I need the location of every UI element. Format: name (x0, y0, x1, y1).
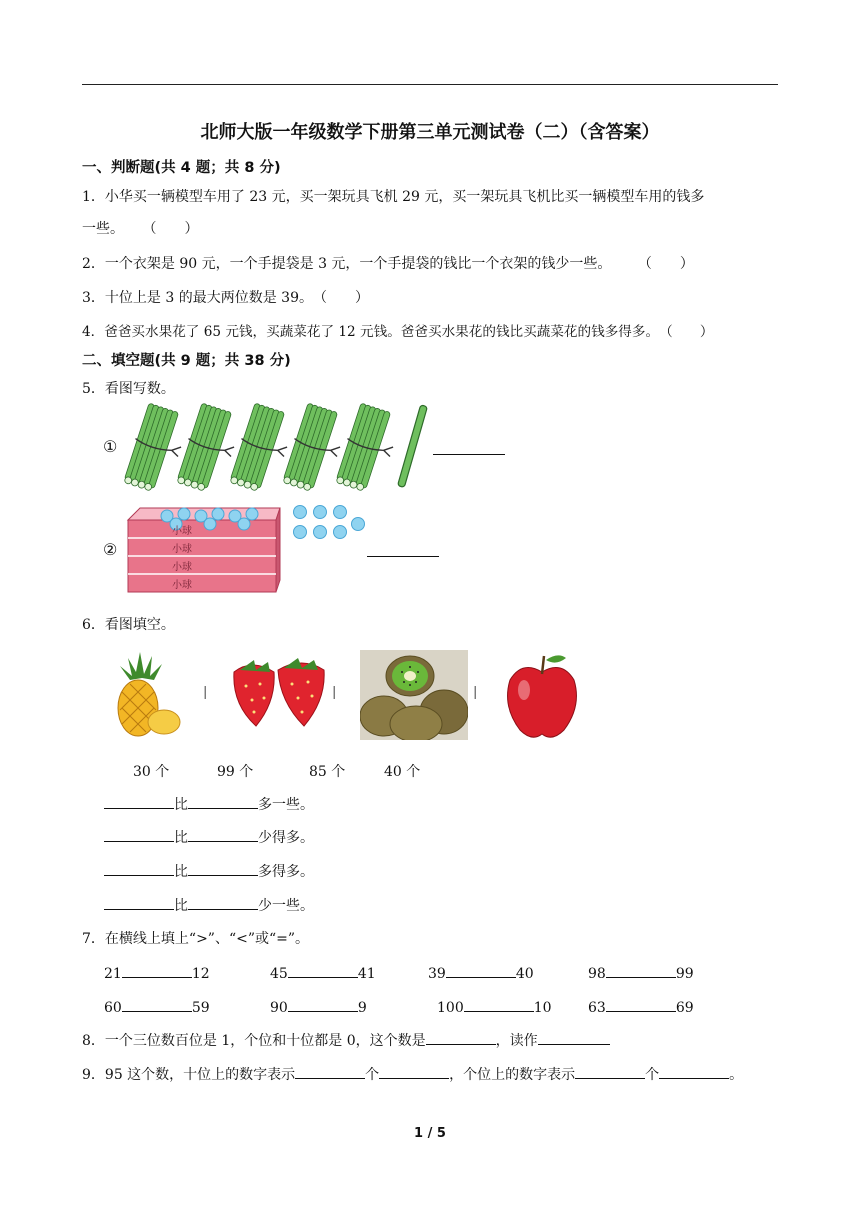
answer-blank-6-2b[interactable] (188, 827, 258, 842)
compare-ending: 多一些。 (258, 797, 314, 813)
answer-blank-7[interactable] (446, 963, 516, 978)
compare-item (428, 963, 534, 982)
question-9-text: 9．95 这个数，十位上的数字表示 (82, 1067, 296, 1083)
question-9 (82, 1064, 743, 1084)
right-number: 12 (191, 966, 210, 982)
question-8-text: 8．一个三位数百位是 1，个位和十位都是 0，这个数是 (82, 1033, 426, 1049)
answer-blank-8-2[interactable] (538, 1030, 610, 1045)
divider-3: | (473, 685, 478, 700)
answer-blank-7[interactable] (464, 997, 534, 1012)
answer-blank-7[interactable] (122, 997, 192, 1012)
question-4 (82, 320, 713, 340)
loose-balls (294, 506, 365, 539)
answer-paren-1[interactable]: （ ） (142, 221, 199, 237)
svg-text:小球: 小球 (172, 580, 192, 591)
compare-line-4 (104, 895, 314, 915)
unit-word: 个 (645, 1067, 660, 1083)
answer-blank-6-4b[interactable] (188, 895, 258, 910)
compare-ending: 少得多。 (258, 830, 314, 846)
stick-bundle (333, 402, 403, 492)
compare-item (588, 963, 694, 982)
right-number: 99 (675, 966, 694, 982)
divider-2: | (332, 685, 337, 700)
left-number: 45 (270, 966, 288, 982)
compare-item (270, 997, 367, 1016)
right-number: 41 (357, 966, 376, 982)
question-8-text-2: ，读作 (495, 1033, 538, 1049)
compare-line-2 (104, 827, 314, 847)
compare-word: 比 (174, 898, 188, 914)
answer-blank-6-1b[interactable] (188, 794, 258, 809)
question-9-text-2: ，个位上的数字表示 (449, 1067, 576, 1083)
question-1-text: 一些。 (82, 221, 124, 237)
answer-blank-9-2[interactable] (379, 1064, 449, 1079)
count-apple: 40 个 (384, 764, 421, 780)
answer-blank-7[interactable] (606, 997, 676, 1012)
kiwi-image (360, 650, 468, 740)
question-4-text: 4．爸爸买水果花了 65 元钱，买蔬菜花了 12 元钱。爸爸买水果花的钱比买蔬菜花的钱多得多。 (82, 324, 660, 340)
right-number: 59 (191, 1000, 210, 1016)
question-7-text: 7．在横线上填上“>”、“<”或“=”。 (82, 931, 310, 947)
compare-word: 比 (174, 797, 188, 813)
circle-label-1: ① (103, 437, 118, 456)
count-strawberry: 99 个 (217, 764, 254, 780)
box-label: 小球 (172, 526, 192, 537)
right-number: 9 (357, 1000, 367, 1016)
pineapple-image (100, 648, 184, 740)
answer-paren-4[interactable]: （ ） (659, 324, 714, 340)
page-number: 1 / 5 (414, 1126, 446, 1141)
compare-word: 比 (174, 830, 188, 846)
unit-word: 个 (365, 1067, 380, 1083)
question-6-text: 6．看图填空。 (82, 617, 175, 633)
right-number: 10 (533, 1000, 552, 1016)
answer-blank-9-4[interactable] (659, 1064, 729, 1079)
compare-ending: 多得多。 (258, 864, 314, 880)
svg-text:小球: 小球 (172, 544, 192, 555)
stick-bundles-illustration (120, 400, 440, 492)
section-heading-fill: 二、填空题(共 9 题；共 38 分) (82, 353, 291, 369)
answer-blank-7[interactable] (606, 963, 676, 978)
page-title: 北师大版一年级数学下册第三单元测试卷（二）（含答案） (200, 122, 660, 143)
compare-item (104, 997, 210, 1016)
answer-paren-3[interactable]: （ ） (312, 290, 369, 306)
answer-blank-5-1[interactable] (433, 440, 505, 455)
compare-line-1 (104, 794, 314, 814)
answer-blank-9-3[interactable] (575, 1064, 645, 1079)
question-3-text: 3．十位上是 3 的最大两位数是 39。 (82, 290, 313, 306)
question-2 (82, 253, 694, 273)
compare-item (104, 963, 210, 982)
question-1-line2 (82, 218, 198, 238)
compare-item (270, 963, 376, 982)
answer-paren-2[interactable]: （ ） (637, 256, 694, 272)
answer-blank-5-2[interactable] (367, 542, 439, 557)
answer-blank-9-1[interactable] (295, 1064, 365, 1079)
answer-blank-7[interactable] (288, 997, 358, 1012)
answer-blank-7[interactable] (288, 963, 358, 978)
compare-word: 比 (174, 864, 188, 880)
single-stick (398, 405, 428, 488)
header-rule (82, 84, 778, 85)
answer-blank-8-1[interactable] (426, 1030, 496, 1045)
answer-blank-6-3a[interactable] (104, 861, 174, 876)
compare-item (437, 997, 552, 1016)
answer-blank-6-2a[interactable] (104, 827, 174, 842)
question-2-text: 2．一个衣架是 90 元，一个手提袋是 3 元，一个手提袋的钱比一个衣架的钱少一些。 (82, 256, 612, 272)
left-number: 90 (270, 1000, 288, 1016)
section-heading-judgment: 一、判断题(共 4 题；共 8 分) (82, 160, 281, 176)
right-number: 40 (515, 966, 534, 982)
compare-item (588, 997, 694, 1016)
question-8 (82, 1030, 610, 1050)
question-5-text: 5．看图写数。 (82, 381, 175, 397)
strawberry-image (226, 656, 330, 730)
right-number: 69 (675, 1000, 694, 1016)
left-number: 60 (104, 1000, 122, 1016)
compare-ending: 少一些。 (258, 898, 314, 914)
count-kiwi: 85 个 (309, 764, 346, 780)
answer-blank-6-4a[interactable] (104, 895, 174, 910)
left-number: 98 (588, 966, 606, 982)
circle-label-2: ② (103, 540, 118, 559)
left-number: 63 (588, 1000, 606, 1016)
answer-blank-6-1a[interactable] (104, 794, 174, 809)
question-1-line1: 1．小华买一辆模型车用了 23 元，买一架玩具飞机 29 元，买一架玩具飞机比买一辆模型车用的钱多 (82, 189, 705, 205)
left-number: 100 (437, 1000, 464, 1016)
question-3 (82, 287, 369, 307)
apple-image (500, 650, 584, 742)
svg-text:小球: 小球 (172, 562, 192, 573)
answer-blank-7[interactable] (122, 963, 192, 978)
count-pineapple: 30 个 (133, 764, 170, 780)
answer-blank-6-3b[interactable] (188, 861, 258, 876)
period: 。 (729, 1067, 744, 1083)
left-number: 39 (428, 966, 446, 982)
compare-line-3 (104, 861, 314, 881)
left-number: 21 (104, 966, 122, 982)
divider-1: | (203, 685, 208, 700)
ball-box-illustration (122, 500, 372, 598)
